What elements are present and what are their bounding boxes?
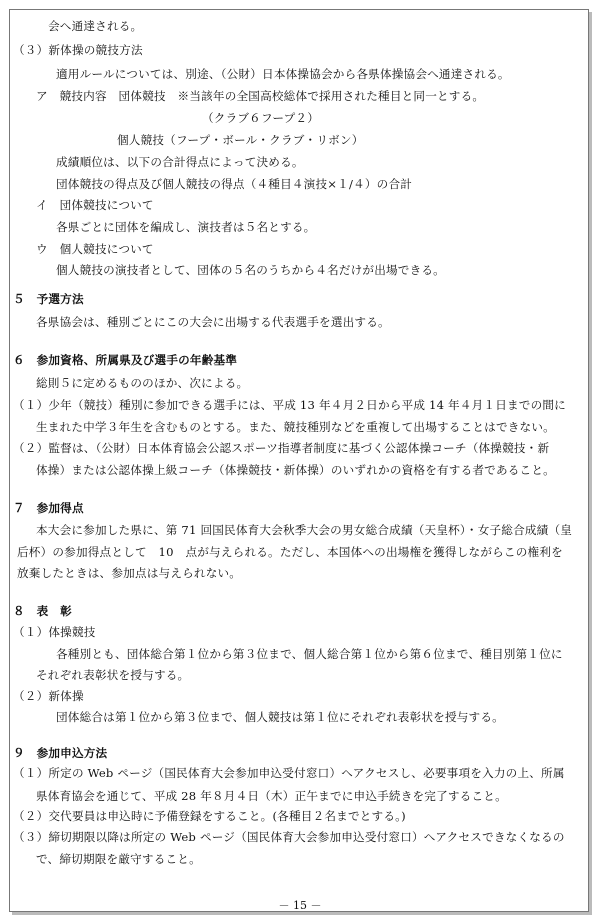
subsection-heading: （１）体操競技 — [13, 625, 96, 639]
text-line: 各種別とも、団体総合第１位から第３位まで、個人総合第１位から第６位まで、種目別第１位に — [56, 647, 563, 661]
text-line: 団体競技の得点及び個人競技の得点（４種目４演技×１/４）の合計 — [56, 177, 413, 191]
page-number: － 15 － — [278, 899, 322, 912]
text-line: ウ 個人競技について — [36, 242, 154, 256]
text-line: （２）交代要員は申込時に予備登録をすること。(各種目２名までとする。) — [13, 809, 406, 823]
section-heading-6: ６ 参加資格、所属県及び選手の年齢基準 — [13, 353, 238, 367]
text-line: （３）締切期限以降は所定の Web ページ（国民体育大会参加申込受付窓口）へアクセスできなくなるの — [13, 830, 565, 844]
text-line: 総則５に定めるもののほか、次による。 — [36, 376, 249, 390]
subsection-heading: （２）新体操 — [13, 689, 84, 703]
section-heading-5: ５ 予選方法 — [13, 292, 84, 306]
subsection-heading: （３）新体操の競技方法 — [13, 43, 143, 57]
text-line: （１）所定の Web ページ（国民体育大会参加申込受付窓口）へアクセスし、必要事項を入力の上、所属 — [13, 766, 565, 780]
text-line: （２）監督は、（公財）日本体育協会公認スポーツ指導者制度に基づく公認体操コーチ（体操競技・新 — [13, 441, 550, 455]
text-line: 会へ通達される。 — [48, 19, 143, 33]
text-line: 本大会に参加した県に、第 71 回国民体育大会秋季大会の男女総合成績（天皇杯）・女子総合成績（皇 — [36, 523, 573, 537]
text-line: 団体総合は第１位から第３位まで、個人競技は第１位にそれぞれ表彰状を授与する。 — [56, 710, 504, 724]
text-line: 県体育協会を通じて、平成 28 年８月４日（木）正午までに申込手続きを完了すること。 — [36, 789, 507, 803]
text-line: 個人競技（フープ・ボール・クラブ・リボン） — [117, 133, 364, 147]
text-line: それぞれ表彰状を授与する。 — [36, 668, 190, 682]
section-heading-7: ７ 参加得点 — [13, 501, 84, 515]
text-line: 各県協会は、種別ごとにこの大会に出場する代表選手を選出する。 — [36, 315, 390, 329]
section-heading-9: ９ 参加申込方法 — [13, 746, 108, 760]
text-line: 后杯）の参加得点として 10 点が与えられる。ただし、本国体への出場権を獲得しながらこの権利を — [17, 545, 563, 559]
text-line: 各県ごとに団体を編成し、演技者は５名とする。 — [56, 220, 316, 234]
text-line: 個人競技の演技者として、団体の５名のうちから４名だけが出場できる。 — [56, 263, 445, 277]
text-line: ア 競技内容 団体競技 ※当該年の全国高校総体で採用された種目と同一とする。 — [36, 89, 485, 103]
section-heading-8: ８ 表 彰 — [13, 604, 72, 618]
text-line: （１）少年（競技）種別に参加できる選手には、平成 13 年４月２日から平成 14 年４月１日までの間に — [13, 398, 566, 412]
text-line: （クラブ６フープ２） — [202, 111, 320, 125]
text-line: で、締切期限を厳守すること。 — [36, 852, 201, 866]
text-line: 適用ルールについては、別途、（公財）日本体操協会から各県体操協会へ通達される。 — [56, 67, 510, 81]
text-line: イ 団体競技について — [36, 198, 154, 212]
text-line: 成績順位は、以下の合計得点によって決める。 — [56, 155, 304, 169]
text-line: 生まれた中学３年生を含むものとする。また、競技種別などを重複して出場することはできない。 — [36, 420, 555, 434]
text-line: 放棄したときは、参加点は与えられない。 — [17, 566, 242, 580]
text-line: 体操）または公認体操上級コーチ（体操競技・新体操）のいずれかの資格を有する者であること。 — [36, 463, 555, 477]
